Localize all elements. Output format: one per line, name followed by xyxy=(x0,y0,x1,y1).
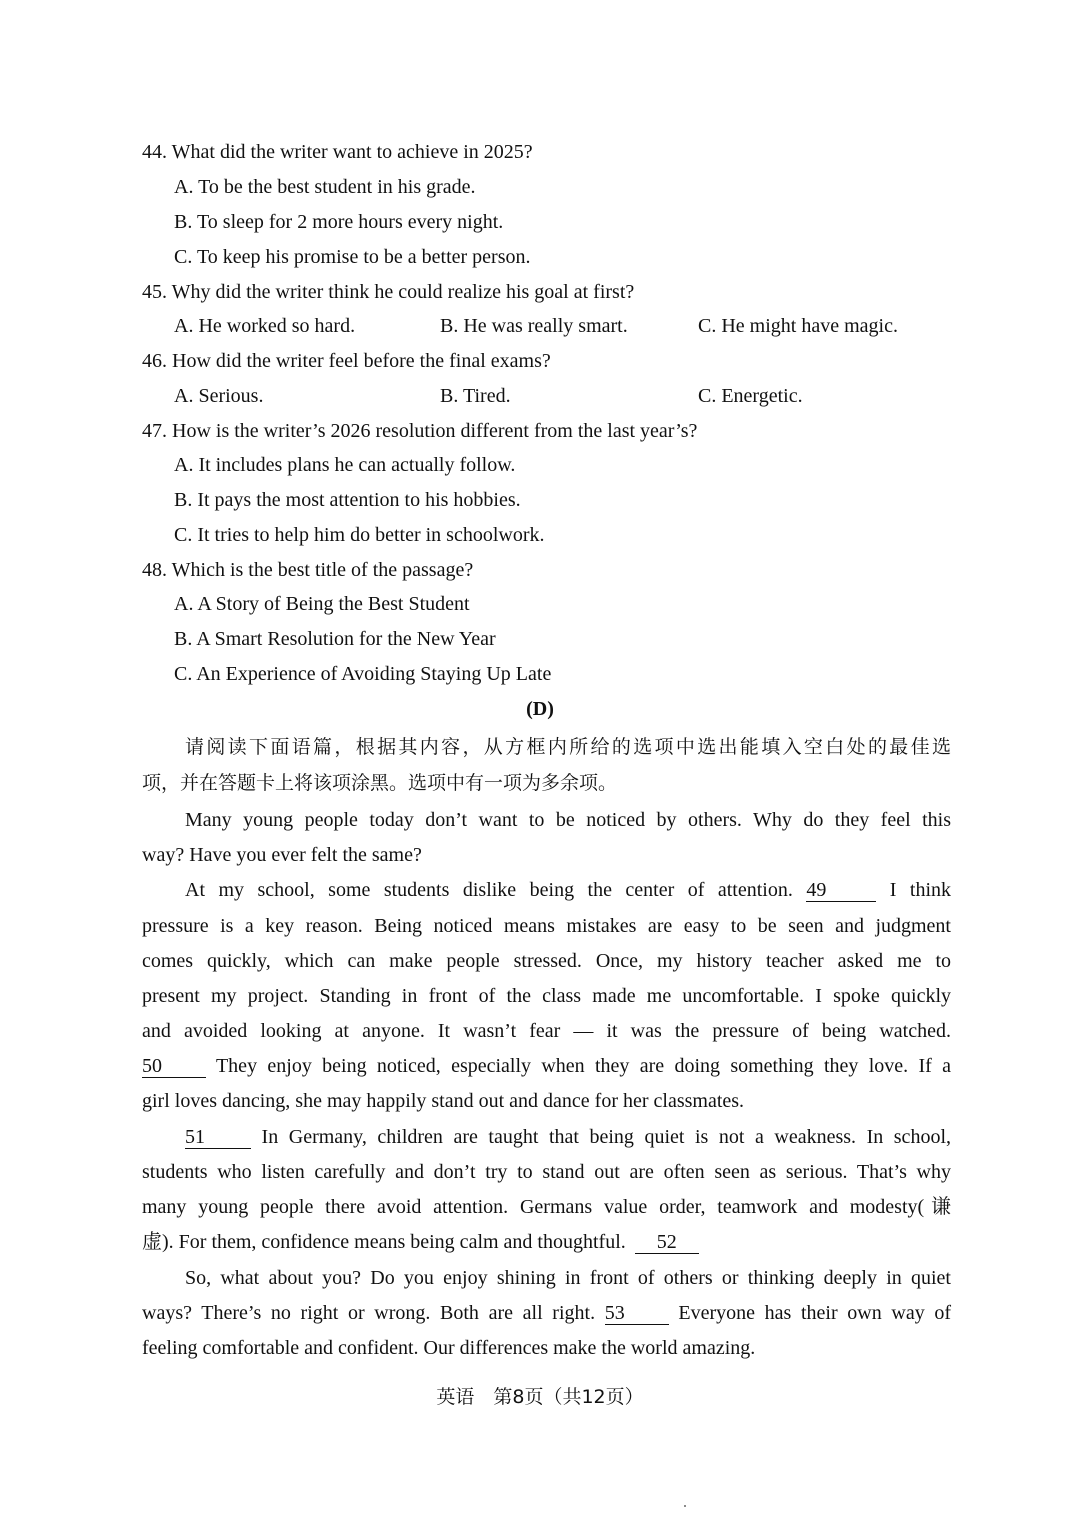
question-48-option-a: A. A Story of Being the Best Student xyxy=(174,593,470,615)
blank-50[interactable]: 50 xyxy=(142,1055,206,1078)
passage-p4-line-1: So, what about you? Do you enjoy shining in front of others or thinking deeply in quiet xyxy=(185,1267,951,1289)
passage-p3-line-2: students who listen carefully and don’t try to stand out are often seen as serious. That’s why xyxy=(142,1161,951,1183)
passage-p2-line-4: present my project. Standing in front of the class made me uncomfortable. I spoke quickly xyxy=(142,985,951,1007)
question-45-stem: 45. Why did the writer think he could realize his goal at first? xyxy=(142,281,635,303)
blank-49[interactable]: 49 xyxy=(806,879,876,902)
passage-p2-line-5: and avoided looking at anyone. It wasn’t fear — it was the pressure of being watched. xyxy=(142,1020,951,1042)
question-47-option-c: C. It tries to help him do better in schoolwork. xyxy=(174,524,545,546)
question-44-option-b: B. To sleep for 2 more hours every night. xyxy=(174,211,504,233)
passage-p1-line-1: Many young people today don’t want to be noticed by others. Why do they feel this xyxy=(185,809,951,831)
question-48-option-c: C. An Experience of Avoiding Staying Up Late xyxy=(174,663,552,685)
question-47-option-b: B. It pays the most attention to his hobbies. xyxy=(174,489,521,511)
passage-p2-line-7: girl loves dancing, she may happily stand out and dance for her classmates. xyxy=(142,1090,745,1112)
question-48-stem: 48. Which is the best title of the passage? xyxy=(142,559,474,581)
question-45-option-a: A. He worked so hard. xyxy=(174,315,356,337)
blank-51[interactable]: 51 xyxy=(185,1126,251,1149)
question-46-option-b: B. Tired. xyxy=(440,385,511,407)
question-46-option-a: A. Serious. xyxy=(174,385,264,407)
question-45-option-b: B. He was really smart. xyxy=(440,315,628,337)
passage-p2-line-1 xyxy=(185,877,951,903)
section-d-instructions-line-1: 请阅读下面语篇，根据其内容，从方框内所给的选项中选出能填入空白处的最佳选 xyxy=(185,736,951,758)
question-44-option-c: C. To keep his promise to be a better person. xyxy=(174,246,531,268)
passage-p2-text-c: They enjoy being noticed, especially when they are doing something they love. If a xyxy=(215,1055,951,1077)
passage-p2-text-a: At my school, some students dislike being the center of attention. xyxy=(185,879,793,901)
passage-p1-line-2: way? Have you ever felt the same? xyxy=(142,844,422,866)
question-45-option-c: C. He might have magic. xyxy=(698,315,898,337)
question-47-option-a: A. It includes plans he can actually follow. xyxy=(174,454,516,476)
passage-p2-line-6 xyxy=(142,1053,951,1079)
question-47-stem: 47. How is the writer’s 2026 resolution different from the last year’s? xyxy=(142,420,698,442)
passage-p4-text-c: Everyone has their own way of xyxy=(678,1302,952,1324)
passage-p2-line-3: comes quickly, which can make people stressed. Once, my history teacher asked me to xyxy=(142,950,951,972)
passage-p3-line-1 xyxy=(185,1124,951,1150)
page-footer: 英语 第8页（共12页） xyxy=(436,1386,644,1408)
blank-52[interactable]: 52 xyxy=(635,1231,699,1254)
passage-p3-line-4 xyxy=(142,1229,699,1255)
passage-p2-line-2: pressure is a key reason. Being noticed means mistakes are easy to be seen and judgment xyxy=(142,915,951,937)
passage-p3-line-3: many young people there avoid attention. Germans value order, teamwork and modesty(谦 xyxy=(142,1196,951,1218)
passage-p4-line-3: feeling comfortable and confident. Our differences make the world amazing. xyxy=(142,1337,756,1359)
question-46-option-c: C. Energetic. xyxy=(698,385,803,407)
passage-p3-text-b: 虚). For them, confidence means being calm and thoughtful. xyxy=(142,1231,626,1253)
passage-p3-text-a: In Germany, children are taught that being quiet is not a weakness. In school, xyxy=(261,1126,951,1148)
question-44-stem: 44. What did the writer want to achieve in 2025? xyxy=(142,141,533,163)
question-44-option-a: A. To be the best student in his grade. xyxy=(174,176,476,198)
passage-p4-text-b: ways? There’s no right or wrong. Both are all right. xyxy=(142,1302,596,1324)
scan-speck xyxy=(684,1505,686,1507)
blank-53[interactable]: 53 xyxy=(605,1302,669,1325)
section-d-heading: (D) xyxy=(526,698,554,720)
section-d-instructions-line-2: 项，并在答题卡上将该项涂黑。选项中有一项为多余项。 xyxy=(142,772,618,794)
question-46-stem: 46. How did the writer feel before the final exams? xyxy=(142,350,551,372)
passage-p2-text-b: I think xyxy=(889,879,952,901)
question-48-option-b: B. A Smart Resolution for the New Year xyxy=(174,628,496,650)
passage-p4-line-2 xyxy=(142,1300,951,1326)
